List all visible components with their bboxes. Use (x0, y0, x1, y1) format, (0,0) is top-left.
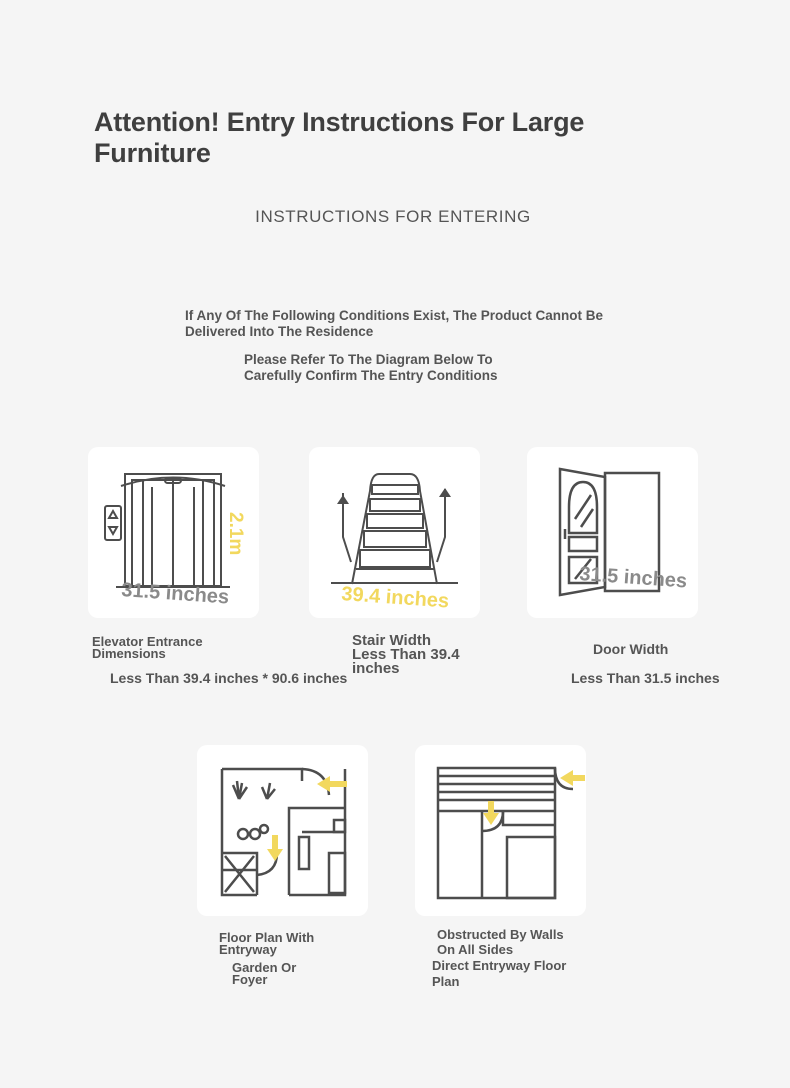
elevator-icon (88, 447, 259, 618)
page-title: Attention! Entry Instructions For Large Furniture (94, 107, 585, 168)
door-card (527, 447, 698, 618)
elevator-height-label: 2.1m (225, 512, 246, 556)
stairs-title: Stair Width Less Than 39.4 inches (352, 632, 460, 677)
stairs-card (309, 447, 480, 618)
floor-plan-garden-icon (197, 745, 368, 916)
walls-requirement: Direct Entryway Floor Plan (432, 958, 567, 989)
elevator-card (88, 447, 259, 618)
garden-title: Floor Plan With Entryway (219, 930, 315, 957)
conditions-note: If Any Of The Following Conditions Exist, The Product Cannot Be Delivered Into The Residence (185, 308, 603, 339)
stairs-icon (309, 447, 480, 618)
section-subtitle: INSTRUCTIONS FOR ENTERING (255, 207, 531, 226)
door-title: Door Width (593, 641, 669, 657)
elevator-width-label: 31.5 inches (120, 579, 230, 609)
door-requirement: Less Than 31.5 inches (571, 670, 720, 686)
elevator-requirement: Less Than 39.4 inches * 90.6 inches (110, 670, 348, 686)
garden-card (197, 745, 368, 916)
garden-requirement: Garden Or Foyer (232, 960, 297, 987)
stairs-width-label: 39.4 inches (340, 583, 450, 613)
elevator-title: Elevator Entrance Dimensions (92, 634, 203, 661)
refer-note: Please Refer To The Diagram Below To Carefully Confirm The Entry Conditions (244, 352, 498, 383)
door-icon (527, 447, 698, 618)
floor-plan-walls-icon (415, 745, 586, 916)
walls-card (415, 745, 586, 916)
door-width-label: 31.5 inches (578, 563, 688, 593)
walls-title: Obstructed By Walls On All Sides (437, 927, 564, 957)
